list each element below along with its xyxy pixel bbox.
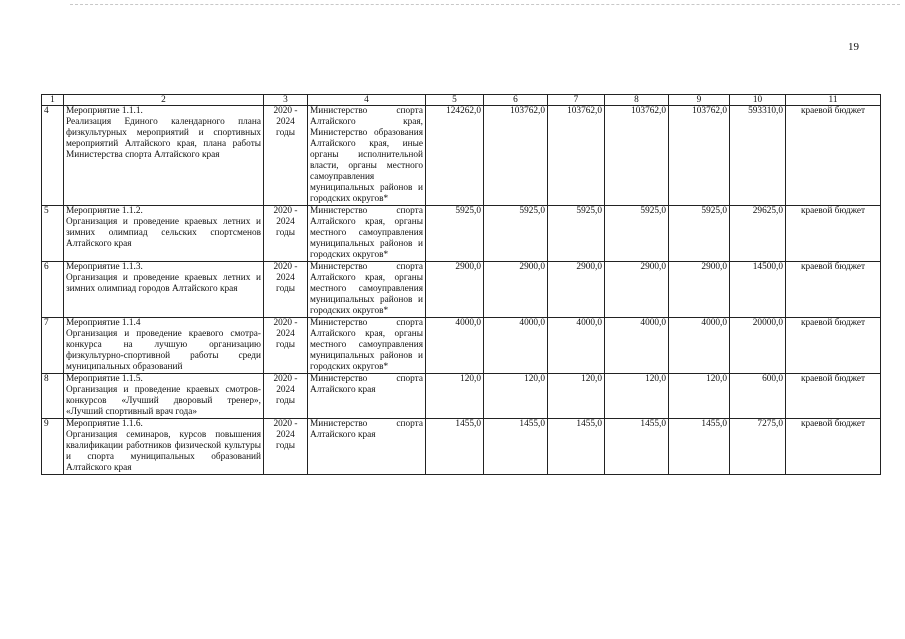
- implementation-period: 2020 - 2024 годы: [264, 262, 308, 318]
- funding-source: краевой бюджет: [786, 262, 881, 318]
- activity-description: [64, 318, 264, 374]
- row-number: 6: [42, 262, 64, 318]
- funding-value: 5925,0: [426, 206, 484, 262]
- funding-value: 2900,0: [426, 262, 484, 318]
- funding-source: краевой бюджет: [786, 106, 881, 206]
- funding-value: 593310,0: [730, 106, 786, 206]
- table-body: [42, 106, 881, 475]
- funding-value: 120,0: [548, 374, 605, 419]
- funding-value: 600,0: [730, 374, 786, 419]
- column-header-2: 2: [64, 95, 264, 106]
- executor: Министерство спорта Алтайского края, Министерство образования Алтайского края, иные органы исполнительной власти, органы местного самоуправления муниципальных районов и городских округов*: [308, 106, 426, 206]
- executor: Министерство спорта Алтайского края, органы местного самоуправления муниципальных районов и городских округов*: [308, 262, 426, 318]
- funding-source: краевой бюджет: [786, 206, 881, 262]
- funding-source: краевой бюджет: [786, 374, 881, 419]
- column-header-11: 11: [786, 95, 881, 106]
- activity-title: Реализация Единого календарного плана физкультурных мероприятий и спортивных мероприятий Алтайского края, плана работы Министерства спорта Алтайского края: [66, 117, 261, 160]
- executor: Министерство спорта Алтайского края: [308, 374, 426, 419]
- column-header-3: 3: [264, 95, 308, 106]
- funding-value: 1455,0: [669, 419, 730, 475]
- funding-value: 1455,0: [484, 419, 548, 475]
- funding-value: 5925,0: [605, 206, 669, 262]
- activity-title: Организация и проведение краевых смотров-конкурсов «Лучший дворовый тренер», «Лучший спортивный врач года»: [66, 385, 261, 417]
- funding-value: 2900,0: [548, 262, 605, 318]
- column-header-10: 10: [730, 95, 786, 106]
- row-number: 8: [42, 374, 64, 419]
- funding-value: 4000,0: [426, 318, 484, 374]
- activity-title: Организация и проведение краевых летних и зимних олимпиад городов Алтайского края: [66, 273, 261, 294]
- activity-code: Мероприятие 1.1.3.: [66, 262, 143, 272]
- funding-value: 4000,0: [669, 318, 730, 374]
- column-header-1: 1: [42, 95, 64, 106]
- page-number: 19: [848, 41, 859, 53]
- executor: Министерство спорта Алтайского края, органы местного самоуправления муниципальных районов и городских округов*: [308, 318, 426, 374]
- column-header-7: 7: [548, 95, 605, 106]
- column-header-6: 6: [484, 95, 548, 106]
- activity-code: Мероприятие 1.1.2.: [66, 206, 143, 216]
- implementation-period: 2020 - 2024 годы: [264, 374, 308, 419]
- activity-title: Организация и проведение краевого смотра-конкурса на лучшую организацию физкультурно-спортивной работы среди муниципальных образований: [66, 329, 261, 372]
- row-number: 7: [42, 318, 64, 374]
- funding-value: 1455,0: [426, 419, 484, 475]
- activity-code: Мероприятие 1.1.6.: [66, 419, 143, 429]
- funding-value: 2900,0: [669, 262, 730, 318]
- column-header-4: 4: [308, 95, 426, 106]
- funding-value: 103762,0: [669, 106, 730, 206]
- funding-value: 5925,0: [548, 206, 605, 262]
- funding-value: 1455,0: [605, 419, 669, 475]
- activity-description: [64, 374, 264, 419]
- funding-source: краевой бюджет: [786, 318, 881, 374]
- funding-value: 1455,0: [548, 419, 605, 475]
- funding-value: 120,0: [484, 374, 548, 419]
- row-number: 9: [42, 419, 64, 475]
- funding-value: 29625,0: [730, 206, 786, 262]
- activity-description: [64, 419, 264, 475]
- activity-code: Мероприятие 1.1.4: [66, 318, 141, 328]
- table-row: [42, 318, 881, 374]
- table-row: [42, 374, 881, 419]
- funding-value: 2900,0: [605, 262, 669, 318]
- funding-value: 4000,0: [484, 318, 548, 374]
- activity-code: Мероприятие 1.1.1.: [66, 106, 143, 116]
- scan-edge-line: [70, 4, 900, 5]
- table-row: [42, 106, 881, 206]
- implementation-period: 2020 - 2024 годы: [264, 206, 308, 262]
- activity-description: [64, 106, 264, 206]
- funding-value: 120,0: [605, 374, 669, 419]
- row-number: 5: [42, 206, 64, 262]
- funding-value: 103762,0: [548, 106, 605, 206]
- activity-code: Мероприятие 1.1.5.: [66, 374, 143, 384]
- funding-value: 103762,0: [484, 106, 548, 206]
- executor: Министерство спорта Алтайского края: [308, 419, 426, 475]
- funding-source: краевой бюджет: [786, 419, 881, 475]
- funding-value: 7275,0: [730, 419, 786, 475]
- funding-value: 20000,0: [730, 318, 786, 374]
- activity-title: Организация семинаров, курсов повышения квалификации работников физической культуры и спорта муниципальных образований Алтайского края: [66, 430, 261, 473]
- funding-value: 5925,0: [484, 206, 548, 262]
- table-row: [42, 262, 881, 318]
- executor: Министерство спорта Алтайского края, органы местного самоуправления муниципальных районов и городских округов*: [308, 206, 426, 262]
- table-row: [42, 206, 881, 262]
- activities-table: [41, 94, 881, 475]
- implementation-period: 2020 - 2024 годы: [264, 419, 308, 475]
- funding-value: 120,0: [669, 374, 730, 419]
- funding-value: 124262,0: [426, 106, 484, 206]
- funding-value: 14500,0: [730, 262, 786, 318]
- column-header-8: 8: [605, 95, 669, 106]
- funding-value: 4000,0: [605, 318, 669, 374]
- funding-value: 2900,0: [484, 262, 548, 318]
- implementation-period: 2020 - 2024 годы: [264, 106, 308, 206]
- funding-value: 4000,0: [548, 318, 605, 374]
- activity-description: [64, 262, 264, 318]
- funding-value: 103762,0: [605, 106, 669, 206]
- funding-value: 120,0: [426, 374, 484, 419]
- row-number: 4: [42, 106, 64, 206]
- funding-value: 5925,0: [669, 206, 730, 262]
- activity-description: [64, 206, 264, 262]
- implementation-period: 2020 - 2024 годы: [264, 318, 308, 374]
- table-row: [42, 419, 881, 475]
- header-row: [42, 95, 881, 106]
- column-header-5: 5: [426, 95, 484, 106]
- activity-title: Организация и проведение краевых летних и зимних олимпиад сельских спортсменов Алтайского края: [66, 217, 261, 249]
- column-header-9: 9: [669, 95, 730, 106]
